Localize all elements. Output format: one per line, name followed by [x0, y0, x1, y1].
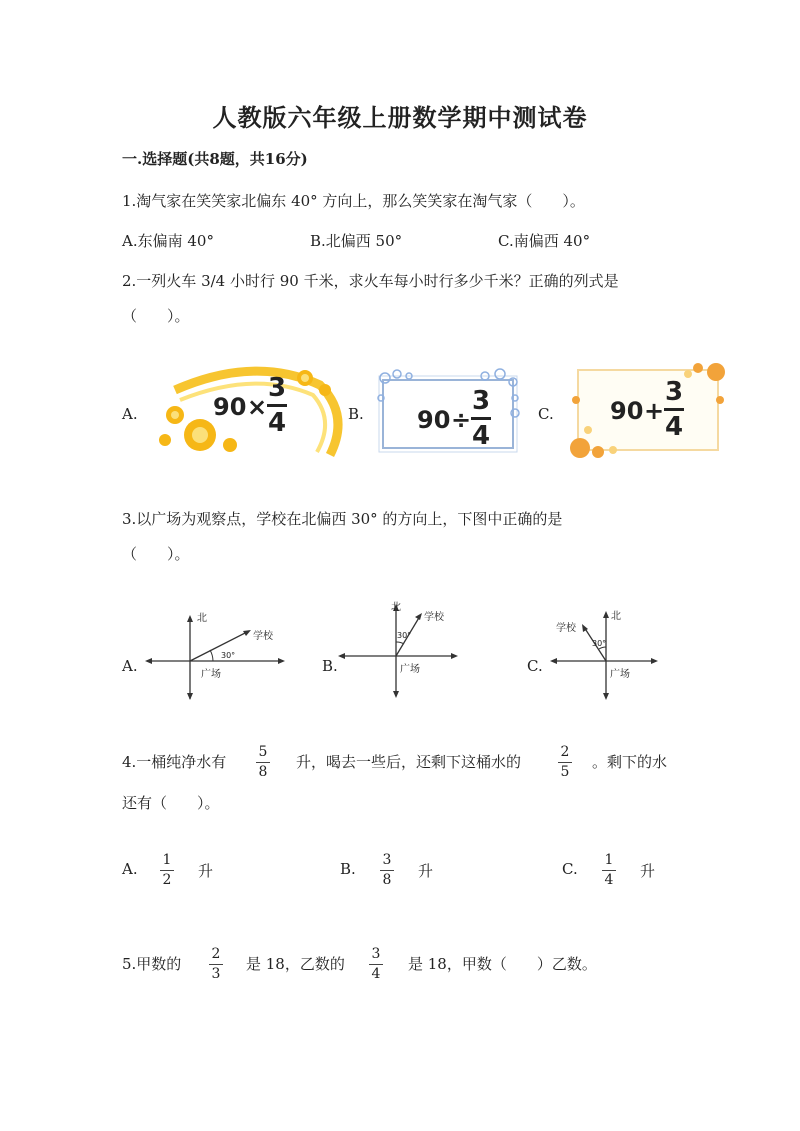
q4-option-b-label[interactable]: B. — [340, 860, 356, 878]
fraction-bar — [602, 870, 616, 871]
q4-fraction-2 — [558, 744, 572, 781]
q4-option-c-label[interactable]: C. — [562, 860, 578, 878]
q3-option-c-diagram[interactable] — [550, 605, 660, 700]
question-1-text: 1.淘气家在笑笑家北偏东 40° 方向上，那么笑笑家在淘气家（ ）。 — [122, 192, 585, 210]
fraction-bar — [380, 870, 394, 871]
school-label: 学校 — [253, 631, 273, 642]
q4-option-b-unit: 升 — [418, 862, 434, 880]
fraction-bar — [369, 964, 383, 965]
q5-fraction-1 — [209, 946, 223, 983]
numerator: 1 — [604, 852, 614, 868]
square-label: 广场 — [201, 669, 221, 680]
denominator: 5 — [560, 764, 570, 780]
fraction-bar — [471, 417, 491, 420]
q2-option-a-card[interactable] — [145, 360, 345, 460]
q2-c-operator: + — [644, 397, 665, 425]
q1-option-a[interactable]: A.东偏南 40° — [122, 232, 214, 250]
numerator: 5 — [258, 744, 268, 760]
q2-a-number: 90 — [213, 393, 247, 421]
question-5-part3: 是 18，甲数（ ）乙数。 — [408, 955, 597, 973]
denominator: 3 — [211, 966, 221, 982]
q4-option-a-unit: 升 — [198, 862, 214, 880]
q2-b-number: 90 — [417, 406, 451, 434]
north-label: 北 — [197, 613, 207, 624]
question-4-part3: 。剩下的水 — [592, 753, 668, 771]
q4-option-a-label[interactable]: A. — [122, 860, 138, 878]
q2-a-operator: × — [247, 393, 268, 421]
fraction-bar — [256, 762, 270, 763]
north-label: 北 — [391, 602, 401, 613]
question-5-part2: 是 18，乙数的 — [246, 955, 345, 973]
q2-option-b-card[interactable] — [375, 368, 523, 458]
question-4-part2: 升，喝去一些后，还剩下这桶水的 — [296, 753, 522, 771]
angle-label: 30° — [221, 651, 236, 660]
q2-option-c-card[interactable] — [568, 360, 728, 460]
q2-option-b-label[interactable]: B. — [348, 405, 364, 423]
q2-option-c-label[interactable]: C. — [538, 405, 554, 423]
q4-option-b-fraction[interactable] — [380, 852, 394, 889]
q2-b-operator: ÷ — [451, 406, 472, 434]
question-5-part1: 5.甲数的 — [122, 955, 182, 973]
q1-option-b[interactable]: B.北偏西 50° — [310, 232, 403, 250]
question-4-line2: 还有（ ）。 — [122, 794, 220, 812]
q3-option-a-label[interactable]: A. — [122, 657, 138, 675]
q3-option-c-label[interactable]: C. — [527, 657, 543, 675]
q2-c-fraction — [664, 378, 684, 441]
fraction-bar — [267, 404, 287, 407]
square-label: 广场 — [400, 664, 420, 675]
question-4-part1: 4.一桶纯净水有 — [122, 753, 227, 771]
denominator: 2 — [162, 872, 172, 888]
q2-b-numerator: 3 — [471, 386, 491, 416]
numerator: 3 — [382, 852, 392, 868]
compass-diagram-a — [145, 605, 285, 700]
q3-option-b-label[interactable]: B. — [322, 657, 338, 675]
fraction-bar — [209, 964, 223, 965]
north-label: 北 — [611, 611, 621, 622]
q2-c-numerator: 3 — [664, 377, 684, 407]
section-heading: 一.选择题(共8题，共16分) — [122, 150, 308, 168]
q2-option-a-label[interactable]: A. — [122, 405, 138, 423]
numerator: 1 — [162, 852, 172, 868]
fraction-bar — [160, 870, 174, 871]
angle-label: 30° — [592, 639, 607, 648]
q3-option-a-diagram[interactable] — [145, 605, 285, 700]
q4-option-c-fraction[interactable] — [602, 852, 616, 889]
q3-option-b-diagram[interactable] — [338, 598, 458, 698]
page-title: 人教版六年级上册数学期中测试卷 — [212, 103, 588, 132]
fraction-bar — [664, 408, 684, 411]
q2-c-denominator: 4 — [664, 412, 684, 442]
denominator: 4 — [371, 966, 381, 982]
numerator: 3 — [371, 946, 381, 962]
angle-label: 30° — [397, 631, 412, 640]
denominator: 4 — [604, 872, 614, 888]
q1-option-c[interactable]: C.南偏西 40° — [498, 232, 591, 250]
q4-option-c-unit: 升 — [640, 862, 656, 880]
q2-a-fraction — [267, 374, 287, 437]
denominator: 8 — [258, 764, 268, 780]
q2-a-numerator: 3 — [267, 373, 287, 403]
question-3-line1: 3.以广场为观察点，学校在北偏西 30° 的方向上，下图中正确的是 — [122, 510, 563, 528]
school-label: 学校 — [424, 612, 444, 623]
fraction-bar — [558, 762, 572, 763]
denominator: 8 — [382, 872, 392, 888]
q2-a-denominator: 4 — [267, 408, 287, 438]
q4-option-a-fraction[interactable] — [160, 852, 174, 889]
question-2-line2: （ ）。 — [122, 307, 190, 325]
square-label: 广场 — [610, 669, 630, 680]
q2-b-denominator: 4 — [471, 421, 491, 451]
q5-fraction-2 — [369, 946, 383, 983]
q4-fraction-1 — [256, 744, 270, 781]
question-3-line2: （ ）。 — [122, 545, 190, 563]
q2-c-number: 90 — [610, 397, 644, 425]
school-label: 学校 — [556, 623, 576, 634]
numerator: 2 — [560, 744, 570, 760]
q2-b-fraction — [471, 387, 491, 450]
question-2-line1: 2.一列火车 3/4 小时行 90 千米，求火车每小时行多少千米？正确的列式是 — [122, 272, 619, 290]
numerator: 2 — [211, 946, 221, 962]
